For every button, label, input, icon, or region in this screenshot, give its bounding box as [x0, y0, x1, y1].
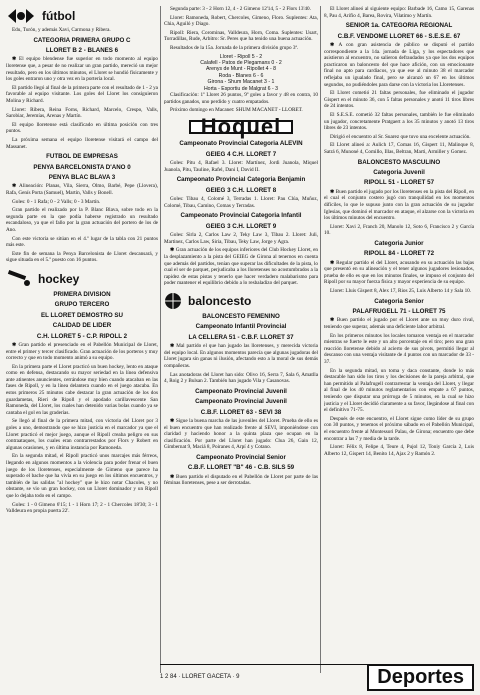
- article-paragraph: Lloret: Xavi 2, Franch 20, Manolo 12, Soto 6, Francisco 2 y García 10.: [324, 223, 474, 237]
- article-title: CALIDAD DE LIDER: [52, 322, 112, 330]
- competition-heading: Campeonato Provincial Categoria ALEVIN: [179, 140, 303, 148]
- article-paragraph: Resultados de la 15a. Jornada de la primera división grupo 3ª.: [170, 44, 299, 51]
- article-paragraph: El S.E.S.E. cometió 32 faltas personales, también le fue eliminado un jugador, concretamente Pratgaert a los 35 minutos y anotó 13 tiros libres de 23 intentos.: [324, 111, 474, 132]
- article-paragraph: ✱ A con gran asistencia de público se disputó el partido correspondiente a la 14a. jornada de Liga, y los espectadores que asistieron al encuentro, no salieron defraudados ya que los dos equipos practicaron un baloncesto del que hace afición, con un emocionante final no apto para cardíacos, ya que ese al minuto 38 el marcador reflejaba un igualado final, pero se alcanzó un 67 en los últimos segundos, no pudiéndoles para darse con la victoria los Lloretenses.: [324, 42, 474, 88]
- article-paragraph: Goles: Tibau 4, Colomé 3, Terradas 1. Lloret: Pau Clúa, Muñoz, Colomé, Tibau, Camino, Comas y Terradas.: [164, 196, 318, 209]
- section-subheading: BALONCESTO MASCULINO: [357, 158, 441, 166]
- competition-heading: Categoria Senior: [374, 297, 424, 305]
- article-paragraph: Ripoll: Riera, Corominas, Valldeura, Horn, Coma. Suplentes: Usart, Torradillas, Rude, Arbitro: Sr. Peres que ha tenido una buena actuación.: [164, 29, 318, 43]
- article-paragraph: Goles: 0 - 1 Rafa; 0 - 2 Valls; 0 - 3 Martín.: [12, 198, 101, 205]
- article-paragraph: Con este victoria se sitúan en el 4.º lugar de la tabla con 21 puntos más este.: [6, 235, 158, 249]
- competition-heading: Campeonato Provincial Senior: [196, 453, 286, 461]
- hockey-section-header: [6, 270, 158, 288]
- page-info: 1 2 84 · LLORET GACETA · 9: [160, 674, 240, 680]
- match-score: PENYA BLAC BLAVA 3: [48, 173, 116, 181]
- article-paragraph: Lloret: Ribera, Reina Forns, Richard, Marcelo, Crespo, Valls, Sarobiar, Jeremías, Arenas y Martín.: [6, 106, 158, 120]
- hockey-stick-icon: [6, 270, 32, 288]
- article-paragraph: En los primeros minutos los locales tomaron ventaja en el marcador mientras se fuerte le este y un alto porcentaje en el tiro; pero una gran reacción lloretense debido al acierto de sus pivots, permitió llegar al descanso con una ventaja visitante de 4 puntos con un marcador de 33 - 37.: [324, 332, 474, 366]
- match-score: GEIEG 3 C.H. LLORET 8: [205, 186, 277, 194]
- article-paragraph: ✱ Regular partido el del Lloret, acusando en su actuación las bajas que presentó en su alineación y el tener algunos jugadores lesionados, prueba de ello es que en los minutos finales, se impuso el conjunto del Ripoll por su mayor fuerza física y mayor experiencia de su equipo.: [324, 260, 474, 286]
- match-score: C.B.F. LLORET "B" 46 - C.B. SILS 59: [187, 464, 295, 472]
- article-paragraph: Lloret: Lluis Gispert 8, Alex 17, Rios 25, Luis Alberto 14 y Sala 10.: [330, 288, 472, 295]
- competition-heading: SENIOR 1a. CATEGORIA REGIONAL: [345, 22, 453, 30]
- article-paragraph: Lloret: Ramoneda, Robert, Chercoles, Gimeno, Floro. Suplentes: Ata, Chia, Aguiló y Diago.: [164, 14, 318, 28]
- section-title: hockey: [38, 271, 80, 286]
- hoquei-banner-text: Hoquei: [189, 120, 294, 135]
- column-2: [164, 6, 318, 685]
- result-row: Arenys de Munt - Ripollet 4 - 8: [205, 66, 277, 73]
- article-paragraph: En la segunda mitad, un toma y daca constante, donde lo más destacable han sido los tiros y los decisiones de la pareja arbitral, que han permitido al Palafrugell contrarrestar la ventaja del Lloret, y llegar al final de los 40 minutos reglamentarios con empate a 67 puntos, teniendo que disputar una prórroga de 5 minutos, en la cual se hizo justicia y el Lloret decidió claramente a su favor, llegándose al final con el definitivo 71-75.: [324, 367, 474, 414]
- competition-heading: Campeonato Provincial Juvenil: [195, 398, 287, 406]
- article-paragraph: ✱ Alineación: Planas, Vila, Sierra, Olmo, Barbé, Pepe (Llovera), Rafa, Genís Porta (Samuel), Martín, Valls y Bonell.: [6, 183, 158, 196]
- hoquei-banner: [164, 113, 318, 139]
- article-paragraph: El Lloret alineó al siguiente equipo: Barbade 16, Camo 15, Garenas 8, Pau 4, Arifio 4, Barea, Rovira, Vilatimo y Martín.: [324, 6, 474, 19]
- column-1: [6, 6, 158, 685]
- match-score: PALAFRUGELL 71 - LLORET 75: [352, 308, 446, 316]
- baloncesto-section-header: [164, 292, 318, 310]
- article-paragraph: ✱ Sigue la buena marcha de las juveniles del Lloret. Prueba de ello es el buen encuentro que han realizado frente al SEVI, imponiéndose con claridad y haciendo honor a la quinta plaza que ocupan en la clasificación. Por parte del Lloret han jugado: Clua 26, Gain 12, Gimbernat 9, Maciá 8, Poiranes 4, Arpí 4 y Cotano.: [164, 418, 318, 451]
- division-heading: PRIMERA DIVISION: [53, 290, 111, 298]
- article-paragraph: Se llegó al final de la primera mitad, con victoria del Lloret por 3 goles a uno, demostrando que se hizo justicia en el marcador ya que el Lloret practicó el mejor juego, aunque el Ripoll creaba peligro en sus contraataques, los cuales eran contrarrestados por Flors y Robert en algunas ocasiones, y en última instancia por Ramoneda.: [6, 418, 158, 451]
- match-score: LA CELLERA 51 - C.B.F. LLORET 37: [188, 333, 294, 341]
- article-paragraph: El equipo lloretense está clasificado en última posición con tres puntos.: [6, 121, 158, 135]
- futbol-section-header: [6, 8, 158, 24]
- article-paragraph: ✱ Gran actuación de los equipos inferiores del Club Hockey Lloret, en la desplazamiento a la pista del GEIEG de Girona al tenernos en cuenta que además del partidos, tenían que superar las dificultades de la pista, lo cual el ser de parquet, perjudicaba a los lloretenses no acostumbrados a la rapidez de estas pistas y tenerlo que hacer verdadero malabarismo para poder mantener el equilibrio debido a lo resbaladizo del parquet.: [164, 247, 318, 287]
- result-row: Horta - Esportiu de Malgrat 6 - 3: [203, 85, 279, 92]
- football-icon: [6, 8, 36, 24]
- article-paragraph: En la segunda mitad, el Ripoll practicó unos marcajes más férreos, llegando en algunos momentos a la violencia para poder frenar el buen juego de los lloretenses, especialmente de Gimeno que parece ha superado el bache que ha vivía en su juego en los últimos encuentros, y también de las salidas "al hockey" que le hizo notar Chacoles, y no obstante, se vio un gran hockey, con un Lloret dominador y un Ripoll que lo dejaba todo en el campo.: [6, 453, 158, 499]
- basketball-icon: [164, 292, 182, 310]
- competition-heading: Campeonato Provincial Juvenil: [195, 387, 287, 395]
- section-subheading: BALONCESTO FEMENINO: [202, 312, 280, 320]
- article-paragraph: Las anotadoras del Lloret han sido: Olivo 16, Serra 7, Sala 6, Amatlla 4, Roig 2 y Bulsan 2. También han jugado Vila y Casanovas.: [164, 371, 318, 385]
- article-paragraph: ✱ Buen partido el jugado por el Lloret ante un muy duro rival, teniendo que superar, además una deficiente labor arbitral.: [324, 317, 474, 330]
- competition-heading: Categoria Junior: [374, 239, 424, 247]
- article-paragraph: Goles: 1 - 0 Gimeno 6'15; 1 - 1 Horn 17; 2 - 1 Chercoles 18'30; 3 - 1 Valldeura en propia puerta 22'.: [6, 501, 158, 515]
- article-paragraph: Segunda parte: 3 - 2 Horn 12, 4 - 2 Gimeno 12'14, 5 - 2 Flors 13'40.: [170, 6, 311, 12]
- match-heading: CATEGORIA PRIMERA GRUPO C: [33, 36, 131, 44]
- article-paragraph: En la primera parte el Lloret practicó un buen hockey, lento en ataque como en defensa, destacando su mayor seriedad en la línea defensiva ante atinentes anuncientes, cerrándose muy bien cuando atacaban en las fases de Ripoll, y en la línea delantera cuando en el juego atacaba. En estos primeros 25 minutos cabe destacar la gran actuación de los dos guardametas, Rieri de Ripoll y el apodado carillavescente San Ramoneda, del Lloret, los cuales han detenido varias bolas cuando ya se cantaba el gol en las graderías.: [6, 363, 158, 416]
- article-paragraph: El partido llegó al final de la primera parte con el resultado de 1 - 2 ya favorable al equipo visitante. Los goles del Lloret los consiguieron Molina y Richard.: [6, 84, 158, 104]
- match-score: C.B.F. VENDOME LLORET 66 - S.E.S.E. 67: [337, 32, 461, 40]
- results-list: [164, 54, 318, 92]
- match-score: C.B.F. LLORET 63 - SEVI 38: [200, 408, 282, 416]
- match-score: RIPOLL 51 - LLORET 57: [363, 179, 435, 187]
- article-paragraph: Gran partido el realizado por la P. Blanc Blava, sobre todo en la segunda parte en la que podía haberse registrado un resultado escandaloso, ya que el fallo por la gran actuación del portero de los de Ano.: [6, 207, 158, 233]
- group-heading: GRUPO TERCERO: [54, 301, 110, 309]
- article-paragraph: ✱ El equipo blendense fue superior en todo momento al equipo lloretense que, a pesar de no realizar un gran partido, mereció un mejor resultado, pero en los últimos minutos, el Lloret se hundió físicamente y los goles entraron uno y otra vez en la portería local.: [6, 56, 158, 82]
- match-score: C.H. LLORET 5 - C.P. RIPOLL 2: [36, 332, 128, 340]
- article-paragraph: Próximo domingo en Macanet: SHUM MACANET - LLORET.: [170, 107, 303, 114]
- article-paragraph: Lloret: Félix 8, Felipe 4, Teure 4, Pujol 12, Toniy García 2, Luis Alberto 12, Gispert 14, Benito 14, Ajax 2 y Ramón 2.: [324, 444, 474, 457]
- competition-heading: Campeonato Provincial Categoria Infantil: [180, 212, 302, 220]
- article-title: EL LLORET DEMOSTRO SU: [40, 311, 124, 319]
- match-score: GEIEG 4 C.H. LLORET 7: [205, 150, 277, 158]
- match-score: RIPOLL 84 - LLORET 72: [363, 250, 435, 258]
- competition-heading: Campeonato Infantil Provincial: [195, 323, 287, 331]
- article-paragraph: Dirigió el encuentro al Sr. Suarez que tuvo una excelente actuación.: [330, 133, 471, 140]
- article-paragraph: Goles: Sirla 2, Carlos Law 2, Teky Law 3, Tibau 2. Lloret: Juli, Martinez, Carlos Law, Siria, Tibau, Teky Law, Jorge y Agra.: [164, 232, 318, 245]
- article-paragraph: El Lloret alineó a: Aulich 17, Comas 16, Gispert 11, Malinque 8, Satrá 6, Munoné 4, Comillo, Illas, Beltran, Marti, Armiller y Gomez.: [324, 142, 474, 155]
- article-paragraph: ✱ Buen partido el jugado por los lloretenses en la pista del Ripoll, en el cual el conjunto costero jugó con tranquilidad en los momentos difíciles, lo que le supuso junto con la gran actuación de su jugador Iglesias, que dominó el marcador en ataque, el alzarse con la victoria en los últimos minutos del encuentro.: [324, 189, 474, 222]
- article-paragraph: Después de este encuentro, el Lloret sigue como líder de su grupo con 30 puntos, y tenemos el próximo sábado en el Pabellón Municipal, el encuentro frente al Montessori Palau, de Girona; encuentro que debe encontrar a las 7 y media de la tarde.: [324, 415, 474, 442]
- article-paragraph: Goles: Pitu 4, Rafael 3. Lloret: Martínez, Jordi Juanola, Miquel Juanola, Pitu, Tauline, Rafel, Dani I, David II.: [164, 160, 318, 173]
- section-title: fútbol: [42, 8, 76, 23]
- section-title: baloncesto: [188, 293, 252, 308]
- article-paragraph: El Lloret cometió 21 faltas personales, fue eliminado el jugador Gispert en el minuto 36, con 5 faltas personales y anotó 11 tiros libres de 24 intentos.: [324, 90, 474, 110]
- column-divider: [160, 6, 161, 673]
- article-paragraph: Este fin de semana la Penya Barcelonista de Lloret descansará, y sigue situada en el 5.º puesto con 16 puntos.: [6, 250, 158, 264]
- result-row: Lloret - Ripoll 5 - 2: [219, 53, 263, 60]
- article-paragraph: Clasificación: 1º Lloret 26 puntos, 9º goles a favor y 48 en contra, 10 partidos ganados, uno perdido y cuatro empatados.: [164, 92, 318, 105]
- result-row: Girona - Shum Macanet 3 - 1: [207, 79, 275, 86]
- result-row: Roda - Blanes 6 - 6: [218, 72, 264, 79]
- match-heading: FUTBOL DE EMPRESAS: [46, 153, 118, 161]
- competition-heading: Campeonato Provincial Categoria Benjamin: [176, 176, 306, 184]
- deportes-banner: Deportes: [367, 664, 474, 691]
- column-3: [324, 6, 474, 661]
- article-paragraph: ✱ Mal partido el que han jugado las lloretenses, y merecida victoria del equipo local. En algunos momentos parecía que algunas jugadoras del Lloret jugara sin ganas ni ilusión, afectando esto a la moral de sus demás compañeras.: [164, 343, 318, 369]
- result-row: Calafell - Patos de Plegamans 0 - 2: [200, 59, 282, 66]
- article-paragraph: ✱ Buen partido el disputado en el Pabellón de Lloret por parte de las féminas lloretenses, pese a ser derrotadas.: [164, 474, 318, 487]
- intro-text: Edu, Turón, y además Xavi, Carmona y Ribera.: [12, 27, 111, 33]
- match-score: GEIEG 3 C.H. LLORET 9: [205, 222, 277, 230]
- article-paragraph: ✱ Gran partido el presenciado en el Pabellón Municipal de Lloret, entre el primer y tercer clasificado. Gran actuación de los porteros y muy correcto y que en todo momento animó a su equipo.: [6, 342, 158, 362]
- page-footer: [160, 664, 474, 689]
- column-divider: [320, 6, 321, 673]
- competition-heading: Categoria Juvenil: [373, 168, 425, 176]
- match-score: PENYA BARCELONISTA D'ANO 0: [33, 163, 131, 171]
- article-paragraph: La próxima semana el equipo lloretense visitará el campo del Massanet.: [6, 136, 158, 150]
- match-score: LLORET B 2 - BLANES 6: [45, 47, 119, 54]
